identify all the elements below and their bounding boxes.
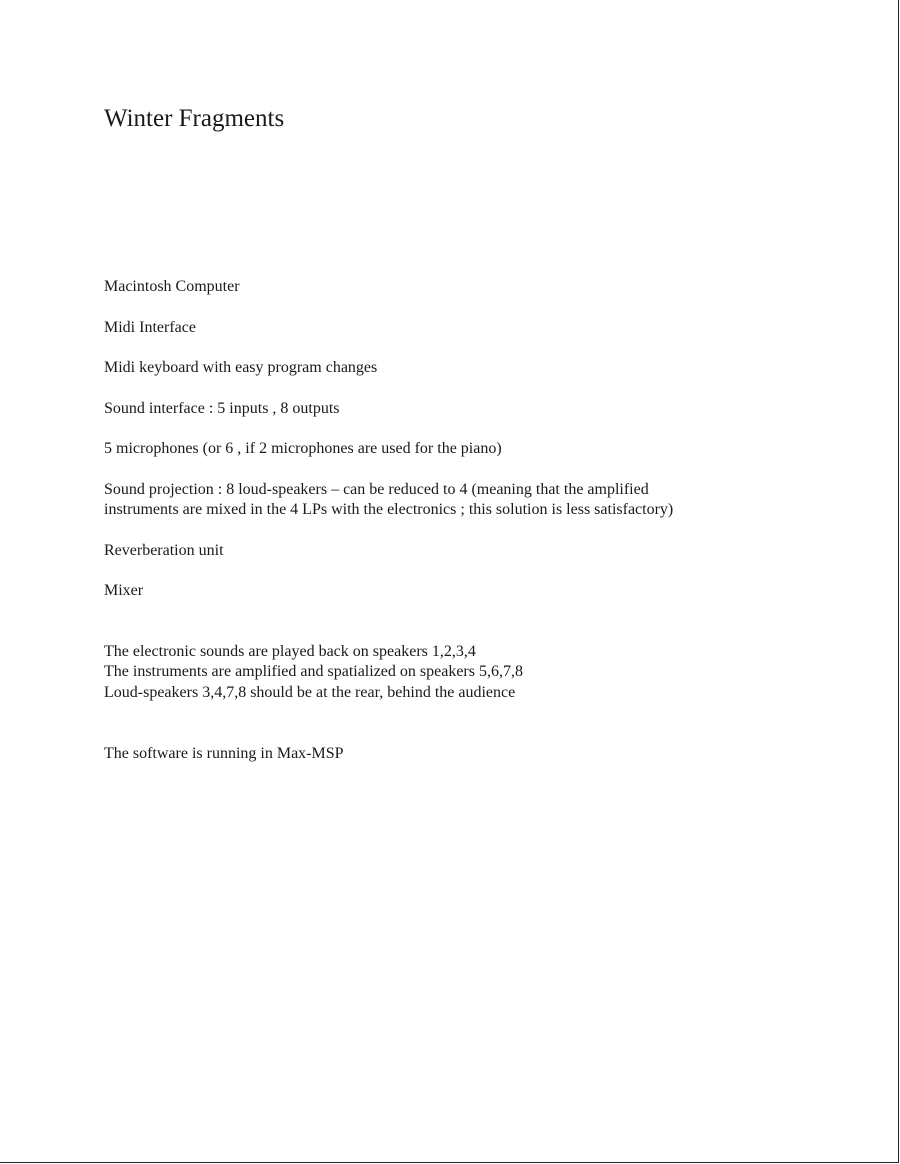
equipment-item-sound-interface: Sound interface : 5 inputs , 8 outputs bbox=[104, 400, 340, 417]
note-electronic-speakers: The electronic sounds are played back on speakers 1,2,3,4 bbox=[104, 643, 476, 660]
equipment-item-microphones: 5 microphones (or 6 , if 2 microphones are used for the piano) bbox=[104, 440, 502, 457]
equipment-item-sound-projection-continued: instruments are mixed in the 4 LPs with the electronics ; this solution is less satisfactory) bbox=[104, 501, 674, 518]
equipment-item-reverberation: Reverberation unit bbox=[104, 542, 224, 559]
note-rear-speakers: Loud-speakers 3,4,7,8 should be at the rear, behind the audience bbox=[104, 684, 516, 701]
equipment-item-mixer: Mixer bbox=[104, 582, 144, 599]
equipment-item-midi-interface: Midi Interface bbox=[104, 319, 196, 336]
software-note: The software is running in Max-MSP bbox=[104, 745, 344, 762]
equipment-item-sound-projection: Sound projection : 8 loud-speakers – can be reduced to 4 (meaning that the amplified bbox=[104, 481, 649, 498]
document-title: Winter Fragments bbox=[104, 105, 285, 132]
equipment-item-computer: Macintosh Computer bbox=[104, 278, 240, 295]
note-instrument-speakers: The instruments are amplified and spatialized on speakers 5,6,7,8 bbox=[104, 663, 523, 680]
equipment-item-midi-keyboard: Midi keyboard with easy program changes bbox=[104, 359, 378, 376]
